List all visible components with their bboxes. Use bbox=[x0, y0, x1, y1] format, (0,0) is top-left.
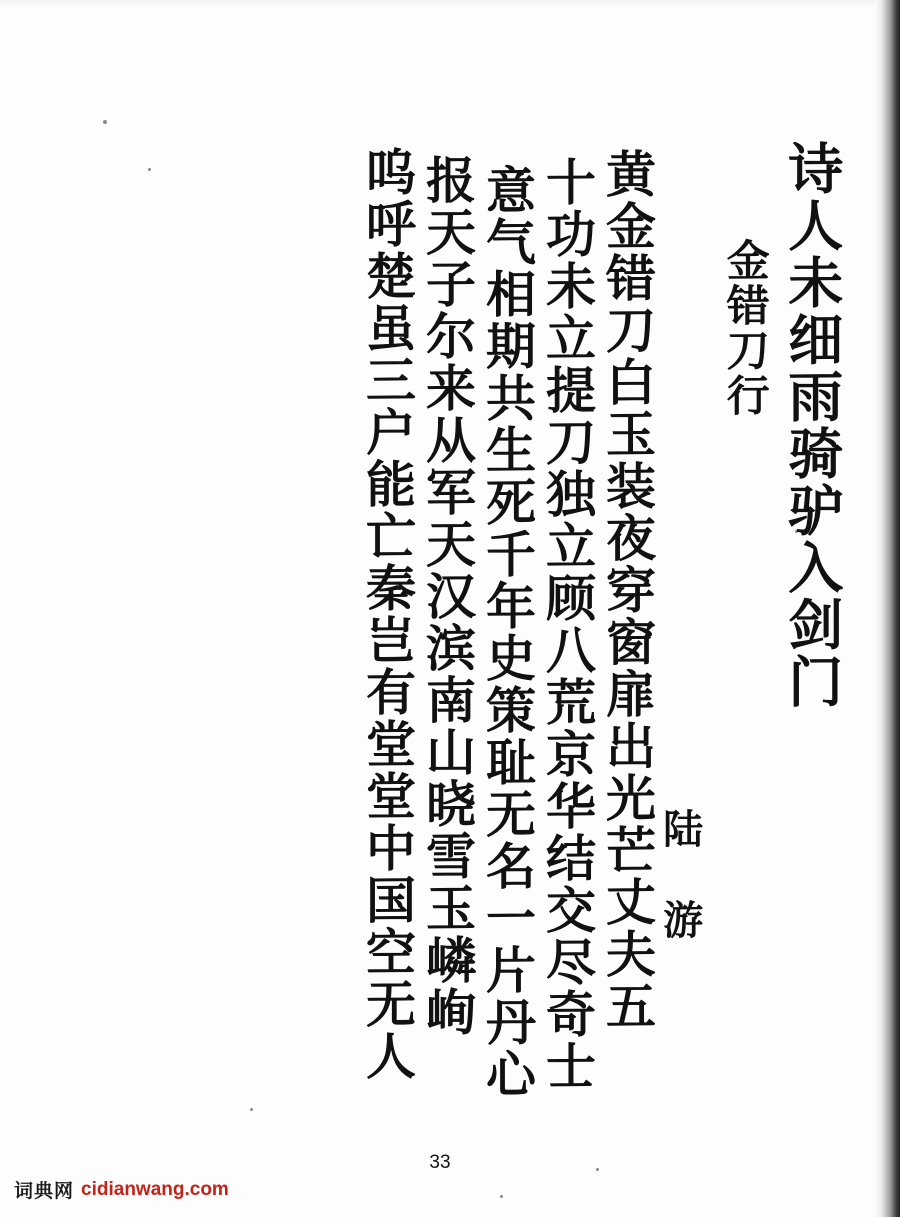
poem-line-4: 报天子尔来从军天汉滨南山晓雪玉嶙峋 bbox=[417, 153, 477, 1039]
page-number: 33 bbox=[429, 1152, 451, 1173]
watermark-site-name: 词典网 bbox=[14, 1181, 75, 1202]
watermark bbox=[14, 1176, 229, 1203]
poem-line-5: 呜呼楚虽三户能亡秦岂有堂堂中国空无人 bbox=[357, 145, 417, 1083]
poem-line-3: 意气相期共生死千年史策耻无名一片丹心 bbox=[477, 163, 537, 1101]
scan-edge-right bbox=[874, 0, 900, 1217]
poem-line-1: 黄金错刀白玉装夜穿窗扉出光芒丈夫五 bbox=[597, 147, 657, 1033]
poem-heading: 金错刀行 bbox=[719, 237, 770, 419]
poem-title-line: 诗人未细雨骑驴入剑门 bbox=[779, 139, 844, 711]
poem-line-2: 十功未立提刀独立顾八荒京华结交尽奇士 bbox=[537, 155, 597, 1093]
scan-speckle bbox=[500, 1195, 503, 1198]
poem-author: 陆 游 bbox=[656, 807, 704, 942]
poem-text-block bbox=[95, 118, 844, 1128]
watermark-url: cidianwang.com bbox=[81, 1178, 229, 1200]
scan-edge-top bbox=[0, 0, 900, 10]
